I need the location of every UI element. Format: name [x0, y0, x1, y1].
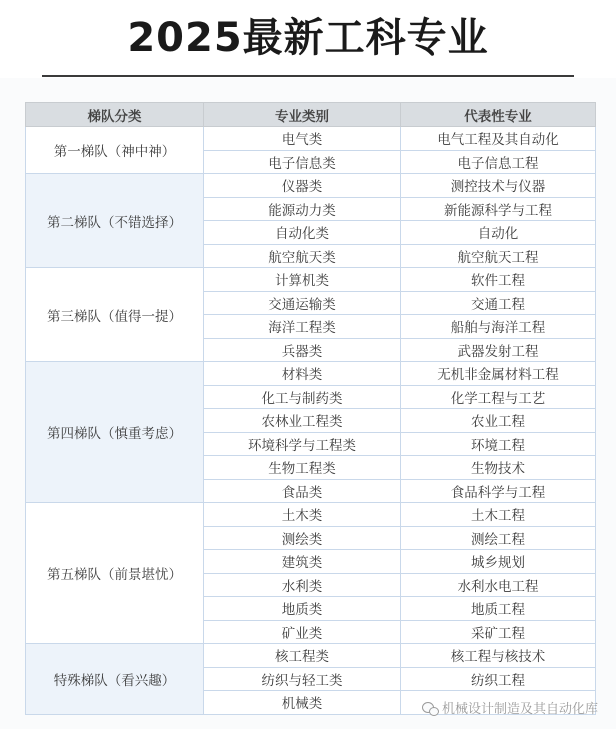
table-row [26, 127, 596, 151]
major-cell: 生物技术 [401, 456, 596, 480]
category-cell: 仪器类 [204, 174, 401, 198]
category-cell: 化工与制药类 [204, 385, 401, 409]
category-cell: 计算机类 [204, 268, 401, 292]
major-cell: 自动化 [401, 221, 596, 245]
major-cell: 测绘工程 [401, 526, 596, 550]
category-cell: 环境科学与工程类 [204, 432, 401, 456]
major-cell: 化学工程与工艺 [401, 385, 596, 409]
category-cell: 生物工程类 [204, 456, 401, 480]
table-row [26, 268, 596, 292]
wechat-icon [422, 701, 438, 715]
category-cell: 航空航天类 [204, 244, 401, 268]
category-cell: 交通运输类 [204, 291, 401, 315]
table-body [26, 127, 596, 715]
category-cell: 土木类 [204, 503, 401, 527]
major-cell: 船舶与海洋工程 [401, 315, 596, 339]
major-cell: 无机非金属材料工程 [401, 362, 596, 386]
category-cell: 纺织与轻工类 [204, 667, 401, 691]
category-cell: 核工程类 [204, 644, 401, 668]
tier-cell: 特殊梯队（看兴趣） [26, 644, 204, 715]
major-cell: 地质工程 [401, 597, 596, 621]
header-category: 专业类别 [204, 103, 401, 127]
category-cell: 食品类 [204, 479, 401, 503]
category-cell: 材料类 [204, 362, 401, 386]
major-cell: 城乡规划 [401, 550, 596, 574]
major-cell: 纺织工程 [401, 667, 596, 691]
major-cell: 测控技术与仪器 [401, 174, 596, 198]
watermark-text: 机械设计制造及其自动化库 [441, 702, 598, 717]
category-cell: 地质类 [204, 597, 401, 621]
major-cell: 土木工程 [401, 503, 596, 527]
tier-cell: 第四梯队（慎重考虑） [26, 362, 204, 503]
category-cell: 水利类 [204, 573, 401, 597]
major-cell: 核工程与核技术 [401, 644, 596, 668]
major-cell: 交通工程 [401, 291, 596, 315]
tier-cell: 第三梯队（值得一提） [26, 268, 204, 362]
major-cell: 软件工程 [401, 268, 596, 292]
page-title: 2025最新工科专业 [127, 15, 489, 61]
category-cell: 自动化类 [204, 221, 401, 245]
major-cell: 采矿工程 [401, 620, 596, 644]
table-row [26, 644, 596, 668]
major-cell: 新能源科学与工程 [401, 197, 596, 221]
category-cell: 能源动力类 [204, 197, 401, 221]
watermark [422, 698, 598, 717]
tier-cell: 第一梯队（神中神） [26, 127, 204, 174]
table-row [26, 362, 596, 386]
major-cell: 环境工程 [401, 432, 596, 456]
major-cell: 食品科学与工程 [401, 479, 596, 503]
category-cell: 机械类 [204, 691, 401, 715]
majors-table [25, 102, 596, 715]
header-tier: 梯队分类 [26, 103, 204, 127]
category-cell: 测绘类 [204, 526, 401, 550]
major-cell: 电子信息工程 [401, 150, 596, 174]
category-cell: 电气类 [204, 127, 401, 151]
major-cell: 武器发射工程 [401, 338, 596, 362]
category-cell: 海洋工程类 [204, 315, 401, 339]
category-cell: 农林业工程类 [204, 409, 401, 433]
table-header-row [26, 103, 596, 127]
title-divider [42, 75, 574, 77]
category-cell: 建筑类 [204, 550, 401, 574]
category-cell: 矿业类 [204, 620, 401, 644]
tier-cell: 第二梯队（不错选择） [26, 174, 204, 268]
major-cell: 农业工程 [401, 409, 596, 433]
category-cell: 电子信息类 [204, 150, 401, 174]
header-major: 代表性专业 [401, 103, 596, 127]
category-cell: 兵器类 [204, 338, 401, 362]
major-cell: 航空航天工程 [401, 244, 596, 268]
table-row [26, 174, 596, 198]
major-cell: 水利水电工程 [401, 573, 596, 597]
title-area [0, 0, 616, 78]
tier-cell: 第五梯队（前景堪忧） [26, 503, 204, 644]
major-cell: 电气工程及其自动化 [401, 127, 596, 151]
table-row [26, 503, 596, 527]
